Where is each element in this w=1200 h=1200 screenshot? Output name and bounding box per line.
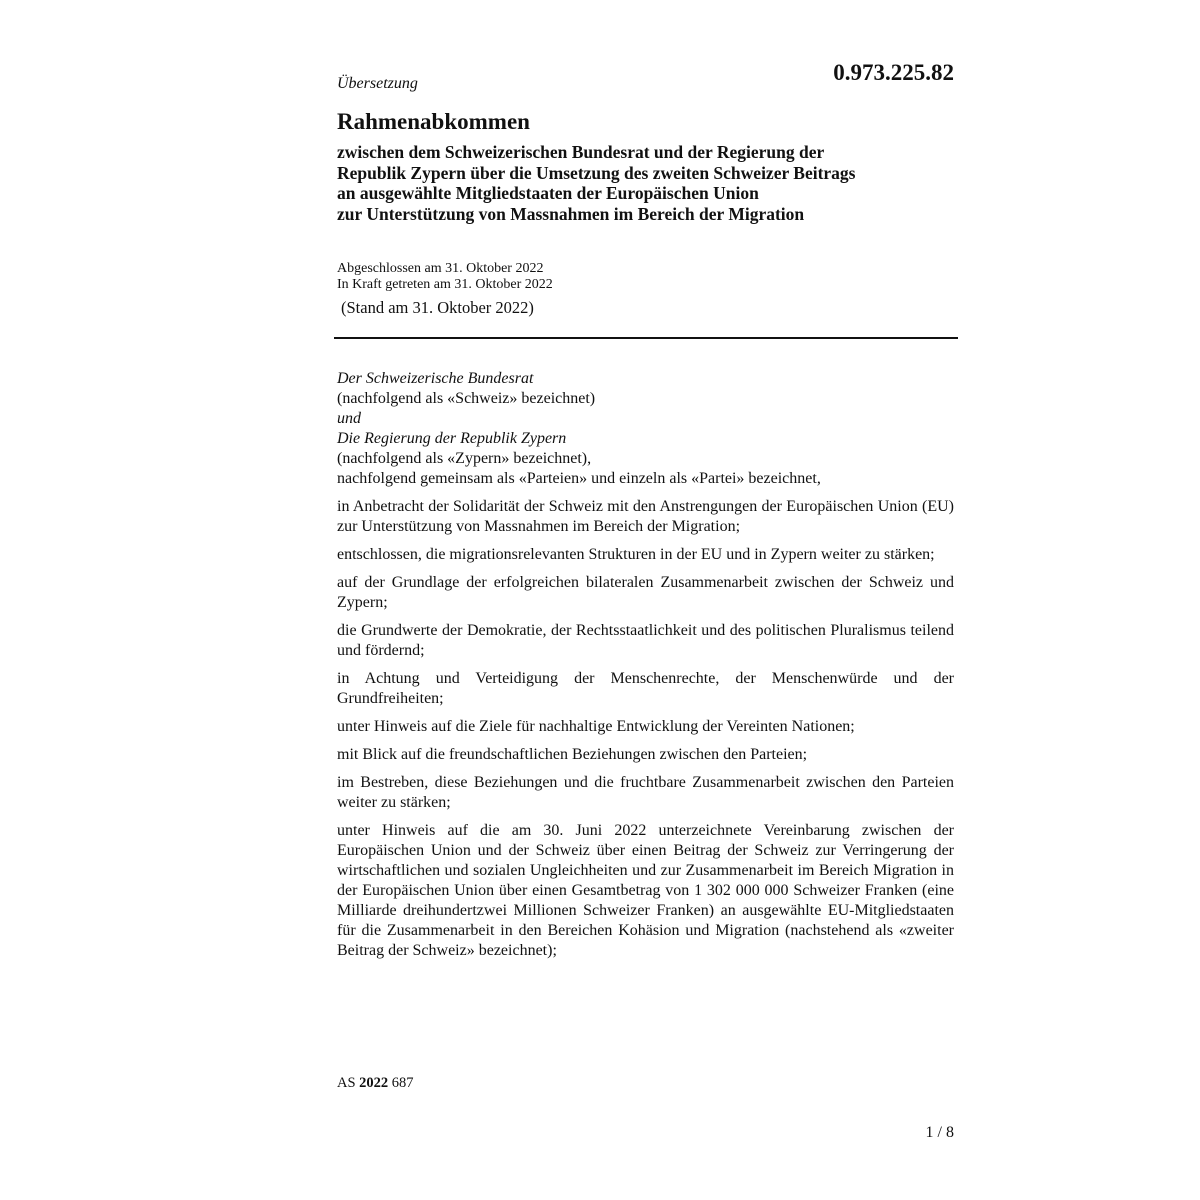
subtitle-line: zur Unterstützung von Massnahmen im Bereich der Migration [337,203,805,224]
party-1-note: (nachfolgend als «Schweiz» bezeichnet) [337,390,596,407]
party-1: Der Schweizerische Bundesrat [337,370,534,387]
document-title: Rahmenabkommen [337,109,530,134]
page-indicator: 1 / 8 [925,1124,954,1141]
parties-block [337,369,954,489]
preamble-clause: in Achtung und Verteidigung der Menschenrechte, der Menschenwürde und der Grundfreiheiten; [337,670,954,707]
subtitle-line: an ausgewählte Mitgliedstaaten der Europäischen Union [337,183,759,203]
party-2: Die Regierung der Republik Zypern [337,430,567,447]
status-date: (Stand am 31. Oktober 2022) [341,298,534,317]
sr-number: 0.973.225.82 [833,60,954,85]
preamble-clause: im Bestreben, diese Beziehungen und die fruchtbare Zusammenarbeit zwischen den Parteien weiter zu stärken; [337,774,954,811]
as-prefix: AS [337,1075,356,1091]
preamble-clause: die Grundwerte der Demokratie, der Rechtsstaatlichkeit und des politischen Pluralismus teilend und fördernd; [337,622,954,659]
conjunction: und [337,410,361,427]
in-force-date: In Kraft getreten am 31. Oktober 2022 [337,277,553,292]
preamble-clause: in Anbetracht der Solidarität der Schweiz mit den Anstrengungen der Europäischen Union (EU) zur Unterstützung von Massnahmen im Bereich der Migration; [337,498,954,535]
header-divider [334,337,958,339]
as-year: 2022 [359,1075,389,1091]
subtitle-line: Republik Zypern über die Umsetzung des zweiten Schweizer Beitrags [337,162,856,183]
preamble [337,369,954,969]
as-page: 687 [391,1075,414,1091]
preamble-clause: entschlossen, die migrationsrelevanten Strukturen in der EU und in Zypern weiter zu stärken; [337,546,935,563]
preamble-clause: unter Hinweis auf die am 30. Juni 2022 unterzeichnete Vereinbarung zwischen der Europäischen Union und der Schweiz über einen Beitrag der Schweiz zur Verringerung der wirtschaftlichen und sozialen Ungleichheiten und zur Zusammenarbeit im Bereich Migration in der Europäischen Union über einen Gesamtbetrag von 1 302 000 000 Schweizer Franken (eine Milliarde dreihundertzwei Millionen Schweizer Franken) an ausgewählte EU-Mitgliedstaaten für die Zusammenarbeit in den Bereichen Kohäsion und Migration (nachstehend als «zweiter Beitrag der Schweiz» bezeichnet); [337,822,954,959]
document-subtitle [337,142,957,224]
collective-note: nachfolgend gemeinsam als «Parteien» und einzeln als «Partei» bezeichnet, [337,470,821,487]
date-info [337,261,553,293]
party-2-note: (nachfolgend als «Zypern» bezeichnet), [337,450,592,467]
preamble-clause: auf der Grundlage der erfolgreichen bilateralen Zusammenarbeit zwischen der Schweiz und Zypern; [337,574,954,611]
preamble-clause: mit Blick auf die freundschaftlichen Beziehungen zwischen den Parteien; [337,746,808,763]
subtitle-line: zwischen dem Schweizerischen Bundesrat und der Regierung der [337,142,825,162]
as-reference [337,1074,414,1092]
translation-label: Übersetzung [337,75,418,92]
preamble-clause: unter Hinweis auf die Ziele für nachhaltige Entwicklung der Vereinten Nationen; [337,718,855,735]
concluded-date: Abgeschlossen am 31. Oktober 2022 [337,261,544,276]
